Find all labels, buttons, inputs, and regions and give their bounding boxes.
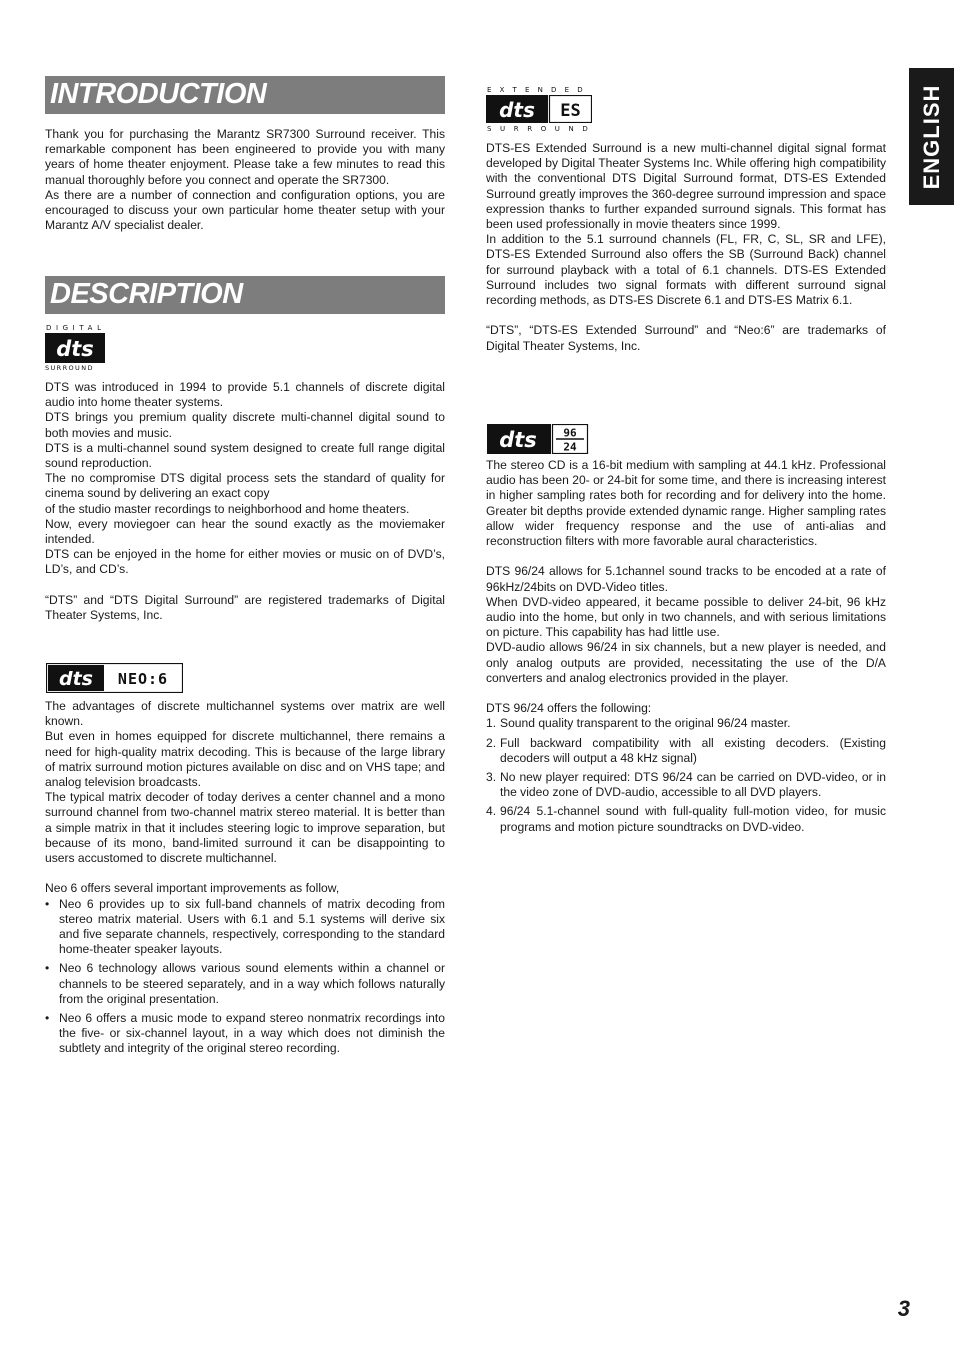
- trademark-note: “DTS” and “DTS Digital Surround” are registered trademarks of Digital Theater Systems, Inc.: [45, 592, 445, 623]
- dts-logo-text: dts: [56, 337, 94, 361]
- list-item: [486, 804, 886, 834]
- introduction-text: [45, 127, 445, 233]
- list-item-text: Neo 6 provides up to six full-band channels of matrix decoding from stereo matrix material. Users with 6.1 and 5.1 systems will derive six and five separate channels, respectively, corresponding to the standard home-theater speaker layouts.: [59, 896, 445, 957]
- dts-digital-surround-logo: [45, 324, 107, 372]
- paragraph: Thank you for purchasing the Marantz SR7300 Surround receiver. This remarkable component has been engineered to provide you with many years of home theater enjoyment. Please take a few minutes to read this manual thoroughly before you connect and operate the SR7300.: [45, 127, 445, 187]
- logo-top-text: DIGITAL: [46, 324, 106, 332]
- paragraph: DTS can be enjoyed in the home for either movies or music on of DVD’s, LD’s, and CD’s.: [45, 547, 445, 577]
- neo6-description: [45, 699, 445, 1061]
- list-number: 1.: [486, 716, 497, 731]
- paragraph: The no compromise DTS digital process sets the standard of quality for cinema sound by delivering an exact copy: [45, 471, 445, 501]
- logo-top-text: EXTENDED: [487, 86, 591, 94]
- hd-logo-bottom-number: 24: [563, 440, 577, 454]
- list-item: [486, 736, 886, 766]
- es-logo-sub-text: ES: [560, 101, 581, 121]
- hd-logo-dts-text: dts: [499, 428, 537, 452]
- paragraph: DTS-ES Extended Surround is a new multi-channel digital signal format developed by Digital Theater Systems Inc. While offering high compatibility with the conventional DTS Digital Surround format, DTS-ES Extended Surround greatly improves the 360-degree surround impression and space expression thanks to further expanded surround signals. This format has been used professionally in movie theaters since 1999.: [486, 141, 886, 232]
- neo6-feature-list: [45, 897, 445, 1057]
- neo6-list-intro: Neo 6 offers several important improvements as follow,: [45, 881, 340, 896]
- logo-bottom-text: SURROUND: [487, 125, 597, 133]
- list-number: 3.: [486, 770, 497, 785]
- paragraph: DTS was introduced in 1994 to provide 5.1 channels of discrete digital audio into home theater systems.: [45, 380, 445, 410]
- neo-logo-sub-text: NEO:6: [117, 670, 169, 688]
- introduction-heading: INTRODUCTION: [50, 78, 267, 110]
- list-item: [486, 770, 886, 800]
- paragraph: Now, every moviegoer can hear the sound exactly as the moviemaker intended.: [45, 516, 445, 547]
- list-item: [45, 897, 445, 958]
- paragraph: of the studio master recordings to neighborhood and home theaters.: [45, 501, 410, 516]
- hd-logo-top-number: 96: [563, 426, 577, 440]
- paragraph: DTS is a multi-channel sound system designed to create full range digital sound reproduction.: [45, 440, 445, 471]
- description-heading: DESCRIPTION: [50, 278, 243, 310]
- bullet-icon: •: [45, 896, 50, 911]
- list-item-text: Neo 6 offers a music mode to expand stereo nonmatrix recordings into the five- or six-channel layout, in a way which does not diminish the subtlety and integrity of the original stereo recording.: [59, 1011, 445, 1056]
- language-tab: [909, 68, 954, 205]
- paragraph: As there are a number of connection and configuration options, you are encouraged to discuss your own particular home theater setup with your Marantz A/V specialist dealer.: [45, 187, 445, 233]
- paragraph: DTS brings you premium quality discrete multi-channel digital sound to both movies and music.: [45, 410, 445, 440]
- list-item: [486, 716, 886, 731]
- dts-logo-mark: [45, 333, 105, 363]
- dts-96-24-logo: [487, 424, 589, 454]
- dts-es-description: [486, 141, 886, 354]
- paragraph: The advantages of discrete multichannel systems over matrix are well known.: [45, 699, 445, 729]
- introduction-heading-bar: [45, 76, 445, 114]
- trademark-note: “DTS”, “DTS-ES Extended Surround” and “Neo:6” are trademarks of Digital Theater Systems, Inc.: [486, 323, 886, 353]
- list-item-text: No new player required: DTS 96/24 can be carried on DVD-video, or in the video zone of DVD-audio, accessible to all DVD players.: [500, 770, 886, 800]
- bullet-icon: •: [45, 1011, 50, 1026]
- paragraph: The typical matrix decoder of today derives a center channel and a mono surround channel from two-channel matrix stereo material. It is better than a simple matrix in that it includes steering logic to improve separation, but because of its mono, band-limited surround it can be disappointing to users accustomed to discrete multichannel.: [45, 790, 445, 866]
- logo-bottom-text: SURROUND: [45, 364, 94, 372]
- dts-neo6-logo: [46, 663, 183, 693]
- neo-logo-dts-text: dts: [59, 668, 93, 690]
- paragraph: DTS 96/24 allows for 5.1channel sound tracks to be encoded at a rate of 96kHz/24bits on DVD-Video titles.: [486, 564, 886, 594]
- es-logo-dts-text: dts: [499, 98, 535, 122]
- list-item-text: Full backward compatibility with all existing decoders. (Existing decoders will output a 48 kHz signal): [500, 735, 886, 765]
- list-item-text: Neo 6 technology allows various sound elements within a channel or channels to be steered separately, and in a way which follows naturally from the original presentation.: [59, 961, 445, 1006]
- dts-description: [45, 380, 445, 623]
- language-label: ENGLISH: [918, 84, 944, 189]
- list-number: 4.: [486, 804, 497, 819]
- paragraph: The stereo CD is a 16-bit medium with sampling at 44.1 kHz. Professional audio has been 20- or 24-bit for some time, and there is increasing interest in higher sampling rates both for recording and for delivery into the home. Greater bit depths provide extended dynamic range. Higher sampling rates allow wider frequency response and the use of anti-alias and reconstruction filters with more favorable aural characteristics.: [486, 458, 886, 549]
- paragraph: In addition to the 5.1 surround channels (FL, FR, C, SL, SR and LFE), DTS-ES Extended Surround also offers the SB (Surround Back) channel for surround playback with a total of 6.1 channels. DTS-ES Extended Surround includes two signal formats with different surround signal recording methods, as DTS-ES Discrete 6.1 and DTS-ES Matrix 6.1.: [486, 232, 886, 308]
- dts-es-logo-mark: [486, 95, 592, 123]
- description-heading-bar: [45, 276, 445, 314]
- list-number: 2.: [486, 735, 497, 750]
- list-item-text: Sound quality transparent to the original 96/24 master.: [500, 716, 791, 731]
- paragraph: When DVD-video appeared, it became possible to deliver 24-bit, 96 kHz audio into the home, but only in two channels, and with serious limitations on picture. This capability has had little use.: [486, 594, 886, 640]
- list-item: [45, 1011, 445, 1057]
- list-item-text: 96/24 5.1-channel sound with full-quality full-motion video, for music programs and motion picture soundtracks on DVD-video.: [500, 804, 886, 834]
- dts-96-24-feature-list: [486, 716, 886, 834]
- paragraph: DVD-audio allows 96/24 in six channels, but a new player is needed, and only analog outputs are provided, necessitating the use of the D/A converters and analog electronics provided in the player.: [486, 640, 886, 685]
- dts-96-24-description: [486, 458, 886, 839]
- list-item: [45, 961, 445, 1007]
- bullet-icon: •: [45, 961, 50, 976]
- dts-es-extended-surround-logo: [486, 86, 597, 134]
- paragraph: But even in homes equipped for discrete multichannel, there remains a need for high-quality matrix decoding. This is because of the large library of matrix surround motion pictures available on disc and on VHS tape; and analog television broadcasts.: [45, 729, 445, 790]
- page-number: 3: [897, 1296, 910, 1321]
- features-list-intro: DTS 96/24 offers the following:: [486, 701, 652, 716]
